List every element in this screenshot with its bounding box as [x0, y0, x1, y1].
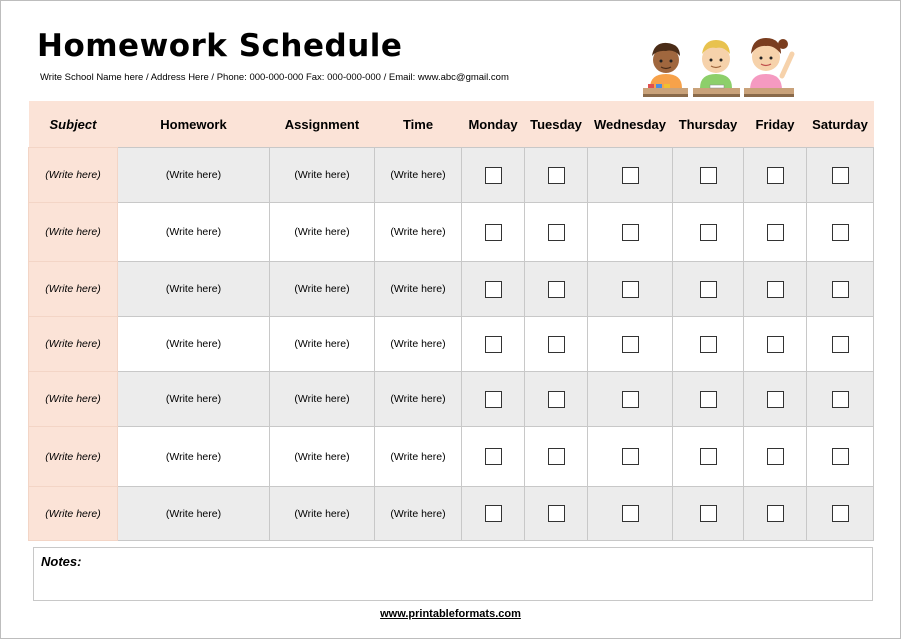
- tuesday-cell: [525, 427, 588, 487]
- saturday-cell: [807, 317, 874, 372]
- kids-illustration: [640, 24, 805, 102]
- thursday-cell: [673, 317, 744, 372]
- wednesday-checkbox[interactable]: [622, 224, 639, 241]
- friday-cell: [744, 203, 807, 262]
- saturday-checkbox[interactable]: [832, 281, 849, 298]
- wednesday-checkbox[interactable]: [622, 167, 639, 184]
- monday-checkbox[interactable]: [485, 391, 502, 408]
- monday-checkbox[interactable]: [485, 505, 502, 522]
- wednesday-checkbox[interactable]: [622, 448, 639, 465]
- subject-cell[interactable]: (Write here): [29, 317, 118, 372]
- saturday-checkbox[interactable]: [832, 391, 849, 408]
- time-cell[interactable]: (Write here): [375, 148, 462, 203]
- tuesday-cell: [525, 487, 588, 541]
- subject-cell[interactable]: (Write here): [29, 148, 118, 203]
- homework-cell[interactable]: (Write here): [118, 487, 270, 541]
- saturday-cell: [807, 427, 874, 487]
- assignment-cell[interactable]: (Write here): [270, 317, 375, 372]
- assignment-cell[interactable]: (Write here): [270, 203, 375, 262]
- subject-cell[interactable]: (Write here): [29, 262, 118, 317]
- saturday-checkbox[interactable]: [832, 448, 849, 465]
- notes-box[interactable]: [33, 547, 873, 601]
- monday-cell: [462, 203, 525, 262]
- notes-label: Notes:: [41, 554, 82, 569]
- assignment-cell[interactable]: (Write here): [270, 487, 375, 541]
- col-header-saturday: Saturday: [807, 101, 874, 148]
- homework-cell[interactable]: (Write here): [118, 317, 270, 372]
- friday-checkbox[interactable]: [767, 505, 784, 522]
- tuesday-cell: [525, 317, 588, 372]
- table-row: [29, 203, 874, 262]
- page-title: Homework Schedule: [37, 28, 403, 64]
- thursday-cell: [673, 427, 744, 487]
- saturday-cell: [807, 262, 874, 317]
- thursday-cell: [673, 372, 744, 427]
- friday-checkbox[interactable]: [767, 336, 784, 353]
- assignment-cell[interactable]: (Write here): [270, 262, 375, 317]
- friday-cell: [744, 372, 807, 427]
- kid-left-icon: [650, 43, 682, 88]
- thursday-checkbox[interactable]: [700, 448, 717, 465]
- monday-checkbox[interactable]: [485, 448, 502, 465]
- footer: [0, 608, 901, 620]
- homework-cell[interactable]: (Write here): [118, 148, 270, 203]
- wednesday-checkbox[interactable]: [622, 505, 639, 522]
- saturday-checkbox[interactable]: [832, 505, 849, 522]
- friday-cell: [744, 427, 807, 487]
- col-header-time: Time: [375, 101, 462, 148]
- saturday-cell: [807, 372, 874, 427]
- tuesday-checkbox[interactable]: [548, 391, 565, 408]
- wednesday-checkbox[interactable]: [622, 336, 639, 353]
- tuesday-checkbox[interactable]: [548, 336, 565, 353]
- subject-cell[interactable]: (Write here): [29, 203, 118, 262]
- footer-link[interactable]: www.printableformats.com: [380, 608, 521, 620]
- col-header-wednesday: Wednesday: [588, 101, 673, 148]
- monday-checkbox[interactable]: [485, 281, 502, 298]
- saturday-checkbox[interactable]: [832, 224, 849, 241]
- saturday-checkbox[interactable]: [832, 336, 849, 353]
- thursday-checkbox[interactable]: [700, 167, 717, 184]
- monday-cell: [462, 372, 525, 427]
- tuesday-checkbox[interactable]: [548, 224, 565, 241]
- table-row: [29, 148, 874, 203]
- col-header-thursday: Thursday: [673, 101, 744, 148]
- monday-cell: [462, 427, 525, 487]
- wednesday-cell: [588, 487, 673, 541]
- friday-cell: [744, 262, 807, 317]
- thursday-cell: [673, 148, 744, 203]
- homework-cell[interactable]: (Write here): [118, 203, 270, 262]
- time-cell[interactable]: (Write here): [375, 372, 462, 427]
- table-header-row: [29, 101, 874, 148]
- friday-cell: [744, 148, 807, 203]
- tuesday-checkbox[interactable]: [548, 167, 565, 184]
- friday-cell: [744, 487, 807, 541]
- kid-right-icon: [750, 38, 792, 90]
- friday-checkbox[interactable]: [767, 224, 784, 241]
- col-header-monday: Monday: [462, 101, 525, 148]
- monday-cell: [462, 487, 525, 541]
- friday-checkbox[interactable]: [767, 448, 784, 465]
- wednesday-cell: [588, 262, 673, 317]
- thursday-cell: [673, 262, 744, 317]
- time-cell[interactable]: (Write here): [375, 317, 462, 372]
- homework-cell[interactable]: (Write here): [118, 427, 270, 487]
- col-header-tuesday: Tuesday: [525, 101, 588, 148]
- friday-checkbox[interactable]: [767, 391, 784, 408]
- time-cell[interactable]: (Write here): [375, 262, 462, 317]
- col-header-friday: Friday: [744, 101, 807, 148]
- wednesday-cell: [588, 148, 673, 203]
- subject-cell[interactable]: (Write here): [29, 487, 118, 541]
- friday-checkbox[interactable]: [767, 281, 784, 298]
- tuesday-checkbox[interactable]: [548, 448, 565, 465]
- wednesday-cell: [588, 372, 673, 427]
- friday-checkbox[interactable]: [767, 167, 784, 184]
- col-header-assignment: Assignment: [270, 101, 375, 148]
- monday-checkbox[interactable]: [485, 167, 502, 184]
- thursday-checkbox[interactable]: [700, 224, 717, 241]
- saturday-cell: [807, 148, 874, 203]
- table-row: [29, 262, 874, 317]
- col-header-homework: Homework: [118, 101, 270, 148]
- assignment-cell[interactable]: (Write here): [270, 148, 375, 203]
- monday-checkbox[interactable]: [485, 224, 502, 241]
- subject-cell[interactable]: (Write here): [29, 372, 118, 427]
- thursday-checkbox[interactable]: [700, 391, 717, 408]
- monday-cell: [462, 262, 525, 317]
- saturday-cell: [807, 487, 874, 541]
- time-cell[interactable]: (Write here): [375, 203, 462, 262]
- wednesday-cell: [588, 203, 673, 262]
- wednesday-checkbox[interactable]: [622, 391, 639, 408]
- tuesday-cell: [525, 148, 588, 203]
- assignment-cell[interactable]: (Write here): [270, 427, 375, 487]
- table-row: [29, 427, 874, 487]
- assignment-cell[interactable]: (Write here): [270, 372, 375, 427]
- homework-schedule-table: [28, 101, 874, 541]
- thursday-cell: [673, 203, 744, 262]
- monday-cell: [462, 317, 525, 372]
- homework-cell[interactable]: (Write here): [118, 262, 270, 317]
- table-row: [29, 317, 874, 372]
- saturday-cell: [807, 203, 874, 262]
- thursday-checkbox[interactable]: [700, 505, 717, 522]
- col-header-subject: Subject: [29, 101, 118, 148]
- tuesday-checkbox[interactable]: [548, 281, 565, 298]
- wednesday-cell: [588, 317, 673, 372]
- tuesday-cell: [525, 372, 588, 427]
- kid-middle-icon: [700, 40, 732, 88]
- tuesday-cell: [525, 203, 588, 262]
- table-row: [29, 372, 874, 427]
- wednesday-cell: [588, 427, 673, 487]
- friday-cell: [744, 317, 807, 372]
- thursday-cell: [673, 487, 744, 541]
- time-cell[interactable]: (Write here): [375, 487, 462, 541]
- saturday-checkbox[interactable]: [832, 167, 849, 184]
- thursday-checkbox[interactable]: [700, 281, 717, 298]
- tuesday-checkbox[interactable]: [548, 505, 565, 522]
- time-cell[interactable]: (Write here): [375, 427, 462, 487]
- tuesday-cell: [525, 262, 588, 317]
- monday-checkbox[interactable]: [485, 336, 502, 353]
- homework-cell[interactable]: (Write here): [118, 372, 270, 427]
- wednesday-checkbox[interactable]: [622, 281, 639, 298]
- thursday-checkbox[interactable]: [700, 336, 717, 353]
- monday-cell: [462, 148, 525, 203]
- table-row: [29, 487, 874, 541]
- subject-cell[interactable]: (Write here): [29, 427, 118, 487]
- school-info-line: Write School Name here / Address Here / Phone: 000-000-000 Fax: 000-000-000 / Email: www.abc@gmail.com: [40, 72, 509, 83]
